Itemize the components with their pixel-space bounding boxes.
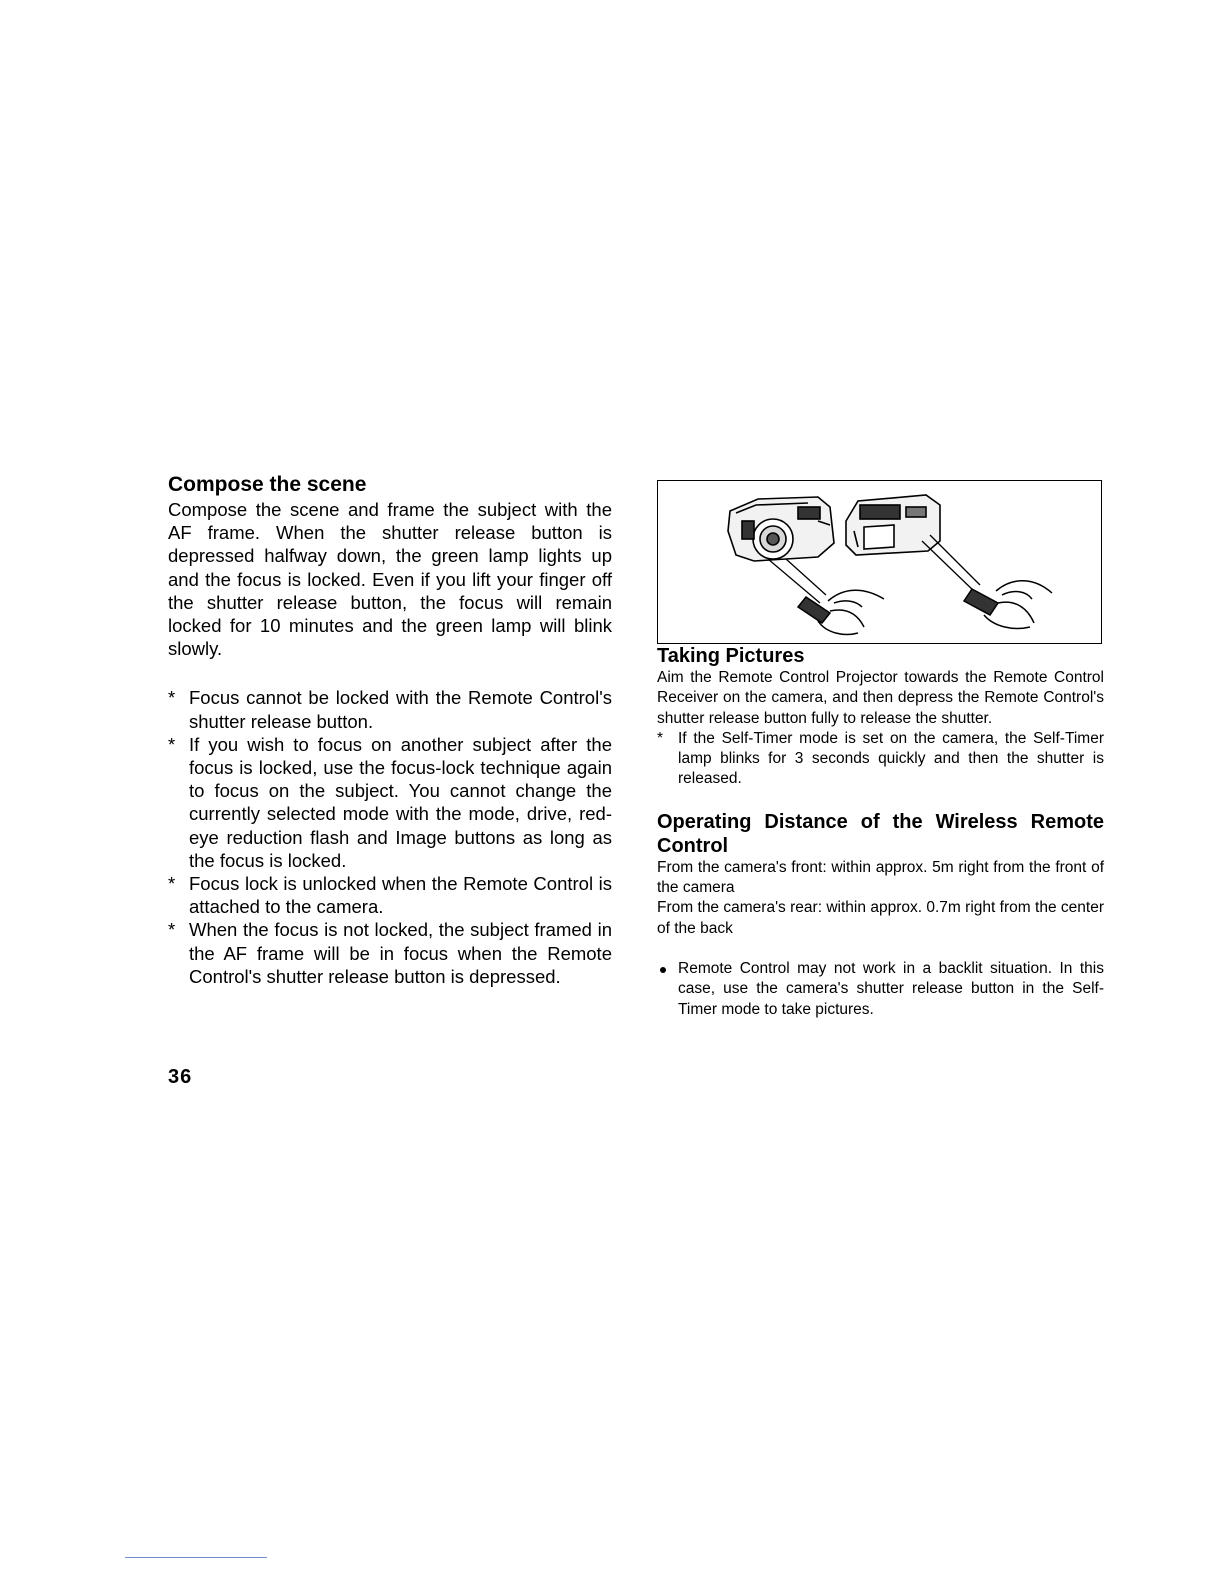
- camera-rear-icon: [846, 495, 940, 555]
- asterisk-marker: *: [168, 687, 176, 709]
- hand-remote-icon: [964, 581, 1052, 629]
- operating-distance-heading: Operating Distance of the Wireless Remote Control: [657, 810, 1104, 857]
- rear-distance-text: From the camera's rear: within approx. 0.7m right from the center of the back: [657, 899, 1104, 937]
- focus-lock-notes: [168, 686, 612, 988]
- asterisk-marker: *: [168, 733, 176, 755]
- hand-remote-icon: [798, 590, 884, 634]
- note-text: Focus cannot be locked with the Remote Control's shutter release button.: [189, 687, 612, 732]
- taking-pictures-paragraph: Aim the Remote Control Projector towards the Remote Control Receiver on the camera, and then depress the Remote Control's shutter release button fully to release the shutter.: [657, 669, 1104, 727]
- footer-rule: [125, 1557, 267, 1558]
- compose-scene-heading: Compose the scene: [168, 473, 367, 496]
- front-distance-text: From the camera's front: within approx. 5m right from the front of the camera: [657, 858, 1104, 897]
- note-text: Focus lock is unlocked when the Remote Control is attached to the camera.: [189, 873, 612, 918]
- bullet-text: Remote Control may not work in a backlit situation. In this case, use the camera's shutter release button in the Self-Timer mode to take pictures.: [678, 959, 1104, 1018]
- self-timer-notes: [657, 729, 1104, 790]
- note-text: If the Self-Timer mode is set on the camera, the Self-Timer lamp blinks for 3 seconds quickly and then the shutter is released.: [678, 729, 1104, 788]
- asterisk-marker: *: [657, 729, 664, 747]
- compose-scene-paragraph: Compose the scene and frame the subject with the AF frame. When the shutter release button is depressed halfway down, the green lamp lights up and the focus is locked. Even if you lift your finger off the shutter release button, the focus will remain locked for 10 minutes and the green lamp will blink slowly.: [168, 499, 612, 660]
- left-column: [168, 472, 612, 988]
- note-text: If you wish to focus on another subject after the focus is locked, use the focus-lock technique again to focus on the subject. You cannot change the currently selected mode with the mode, drive, red-eye reduction flash and Image buttons as long as the focus is locked.: [189, 733, 612, 871]
- note-item: [657, 729, 1104, 790]
- backlit-bullets: [657, 959, 1104, 1020]
- bullet-item: [657, 959, 1104, 1020]
- note-item: [168, 918, 612, 988]
- bullet-dot-icon: [660, 967, 666, 973]
- asterisk-marker: *: [168, 919, 176, 941]
- remote-control-illustration: [657, 480, 1102, 644]
- camera-remote-drawing: [658, 481, 1103, 645]
- page-number: 36: [168, 1066, 193, 1088]
- taking-pictures-heading: Taking Pictures: [657, 645, 805, 667]
- camera-front-icon: [728, 497, 834, 561]
- note-item: [168, 733, 612, 872]
- note-item: [168, 872, 612, 918]
- note-text: When the focus is not locked, the subject framed in the AF frame will be in focus when the Remote Control's shutter release button is depressed.: [189, 919, 612, 987]
- asterisk-marker: *: [168, 873, 176, 895]
- right-column: [657, 480, 1104, 1020]
- note-item: [168, 686, 612, 732]
